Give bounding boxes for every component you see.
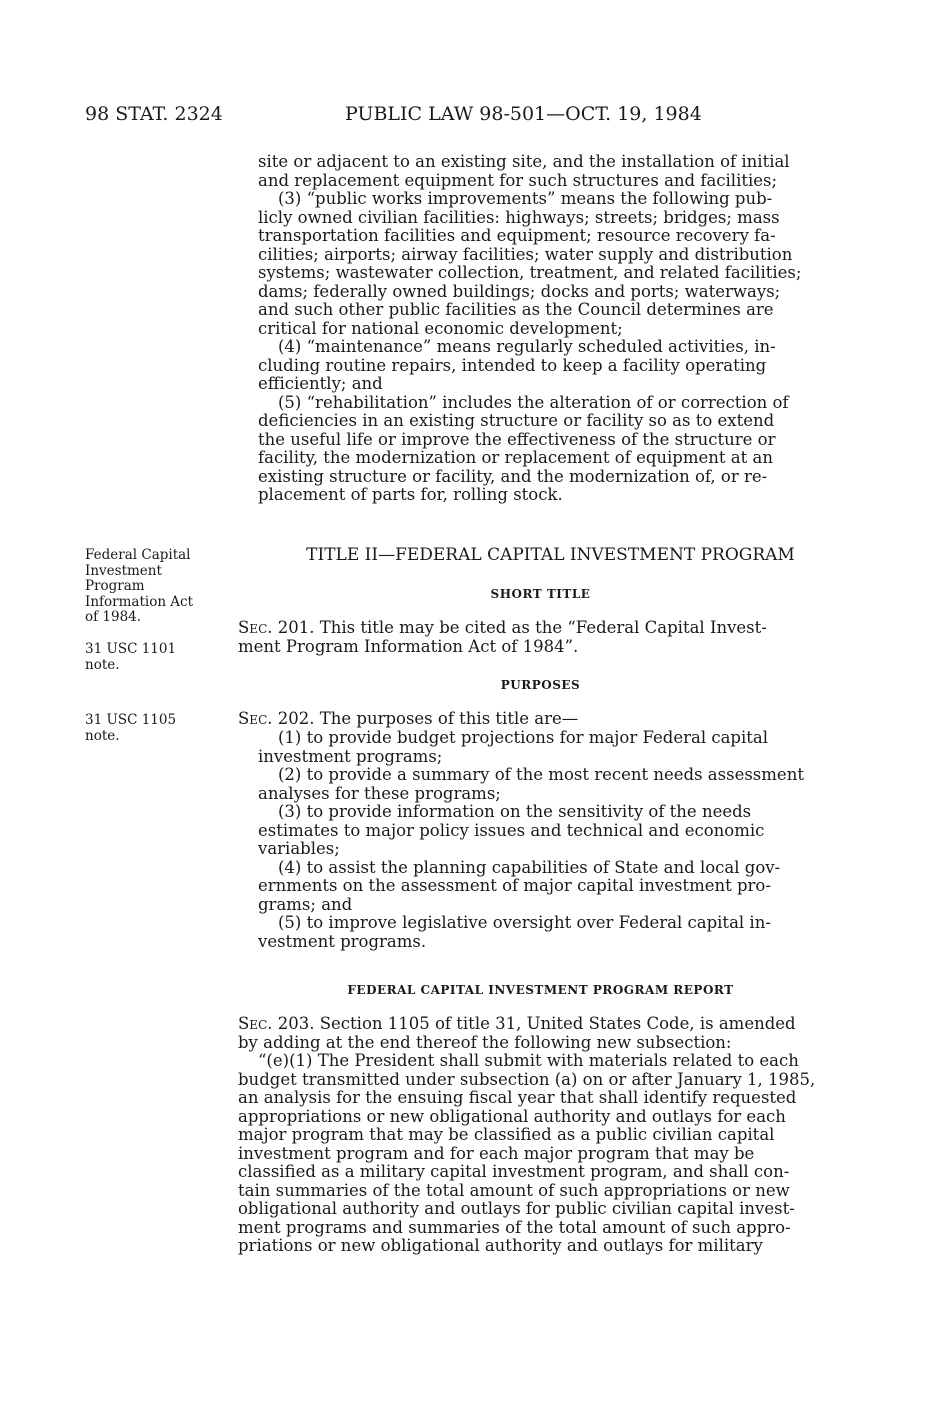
definitions-block [258, 153, 843, 505]
sec-201-label: Sec. 201. [238, 618, 315, 637]
margin-note-31-usc-1105: 31 USC 1105 note. [85, 712, 177, 744]
page-header [85, 103, 883, 129]
purpose-item: (2) to provide a summary of the most recent needs assessment analyses for these programs; [258, 765, 804, 803]
purpose-item: (3) to provide information on the sensitivity of the needs estimates to major policy issues and technical and economic variables; [258, 802, 765, 858]
stat-page-number: 98 STAT. 2324 [85, 103, 223, 125]
public-law-citation: PUBLIC LAW 98-501—OCT. 19, 1984 [345, 103, 702, 125]
purpose-item: (4) to assist the planning capabilities of State and local gov- ernments on the assessment of major capital investment pro- grams; and [258, 857, 781, 914]
short-title-heading: SHORT TITLE [490, 587, 591, 601]
margin-note-31-usc-1101: 31 USC 1101 note. [85, 641, 177, 673]
purposes-heading: PURPOSES [500, 678, 581, 692]
sec-202-label: Sec. 202. [238, 709, 315, 728]
section-202: Sec. 202. The purposes of this title are— [238, 709, 579, 728]
definition-3: (3) “public works improvements” means the following pub- licly owned civilian facilities: highways; streets; bridges; mass transportation facilities and equipment; resource recovery fa- cilities; airports; airway facilities; water supply and distribution systems; wastewater collection, treatment, and related facilities; dams; federally owned buildings; docks and ports; waterways; and such other public facilities as the Council determines are critical for national economic development; [258, 189, 802, 338]
title-heading: TITLE II—FEDERAL CAPITAL INVESTMENT PROGRAM [306, 545, 795, 565]
margin-note-act-name: Federal Capital Investment Program Information Act of 1984. [85, 547, 194, 625]
continuation-text: site or adjacent to an existing site, and the installation of initial and replacement equipment for such structures and facilities; [258, 152, 790, 190]
sec-203-label: Sec. 203. [238, 1014, 315, 1033]
definition-4: (4) “maintenance” means regularly scheduled activities, in- cluding routine repairs, intended to keep a facility operating efficiently; and [258, 337, 776, 393]
section-201: Sec. 201. This title may be cited as the “Federal Capital Invest- ment Program Information Act of 1984”. [238, 618, 767, 656]
purposes-list [258, 729, 843, 951]
report-heading: FEDERAL CAPITAL INVESTMENT PROGRAM REPORT [347, 983, 734, 997]
purpose-item: (5) to improve legislative oversight over Federal capital in- vestment programs. [258, 913, 771, 951]
definition-5: (5) “rehabilitation” includes the alteration of or correction of deficiencies in an existing structure or facility so as to extend the useful life or improve the effectiveness of the structure or facility, the modernization or replacement of equipment at an existing structure or facility, and the modernization of, or re- placement of parts for, rolling stock. [258, 392, 789, 504]
section-203: Sec. 203. Section 1105 of title 31, United States Code, is amended by adding at the end thereof the following new subsection: “(e)(1) The President shall submit with materials related to each budget transmitted under subsection (a) on or after January 1, 1985, an analysis for the ensuing fiscal year that shall identify requested appropriations or new obligational authority and outlays for each major program that may be classified as a public civilian capital investment program and for each major program that may be classified as a military capital investment program, and shall con- tain summaries of the total amount of such appropriations or new obligational authority and outlays for public civilian capital invest- ment programs and summaries of the total amount of such appro- priations or new obligational authority and outlays for military [238, 1014, 816, 1255]
purpose-item: (1) to provide budget projections for major Federal capital investment programs; [258, 728, 769, 766]
